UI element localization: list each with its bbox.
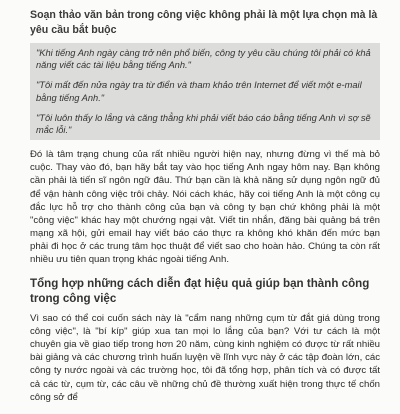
quote-box (30, 43, 380, 140)
quote-1: "Khi tiếng Anh ngày càng trở nên phổ biến, công ty yêu cầu chúng tôi phải có khả năng viết các tài liệu bằng tiếng Anh." (36, 48, 371, 71)
quote-3: "Tôi luôn thấy lo lắng và căng thẳng khi phải viết báo cáo bằng tiếng Anh vì sợ sẽ mắc lỗi." (36, 112, 371, 136)
document-page (30, 8, 380, 414)
section-heading-writing-requirement: Soạn thảo văn bản trong công việc không phải là một lựa chọn mà là yêu cầu bắt buộc (30, 9, 378, 36)
quote-2: "Tôi mất đến nửa ngày tra từ điển và tham khảo trên Internet để viết một e-mail bằng tiếng Anh." (36, 80, 362, 103)
body-paragraph-2: Vì sao có thể coi cuốn sách này là "cẩm nang những cụm từ đắt giá dùng trong công việc", là "bí kíp" giúp xua tan mọi lo lắng của bạn? Với tư cách là một chuyên gia về giao tiếp trong hơn 20 năm, cùng kinh nghiệm có được từ rất nhiều bài giảng và các chương trình huấn luyện về lĩnh vực này ở các tập đoàn lớn, các công ty nước ngoài và các trường học, tôi đã tổng hợp, phân tích và có được tất cả các từ, cụm từ, các câu về những chủ đề thường xuất hiện trong thực tế chốn công sở để (30, 313, 380, 403)
section-heading-effective-expressions: Tổng hợp những cách diễn đạt hiệu quả giúp bạn thành công trong công việc (30, 277, 370, 306)
body-paragraph-1: Đó là tâm trạng chung của rất nhiều người hiện nay, nhưng đừng vì thế mà bỏ cuộc. Thay vào đó, bạn hãy bắt tay vào học tiếng Anh ngay hôm nay. Bạn không cần phải là tiến sĩ ngôn ngữ đâu. Thứ bạn cần là khả năng sử dụng ngôn ngữ đủ để vận hành công việc trôi chảy. Nói cách khác, hãy coi tiếng Anh là một công cụ đắc lực hỗ trợ cho thành công của bạn và công ty bạn chứ không phải là một "công việc" khác hay một chướng ngại vật. Viết tin nhắn, đăng bài quảng bá trên mạng xã hội, gửi email hay viết báo cáo thực ra không khó khăn đến mức bạn phải đi học ở các trung tâm học thuật để viết sao cho hoàn hảo. Chúng ta còn rất nhiều ưu tiên quan trọng khác ngoài tiếng Anh. (30, 149, 380, 265)
